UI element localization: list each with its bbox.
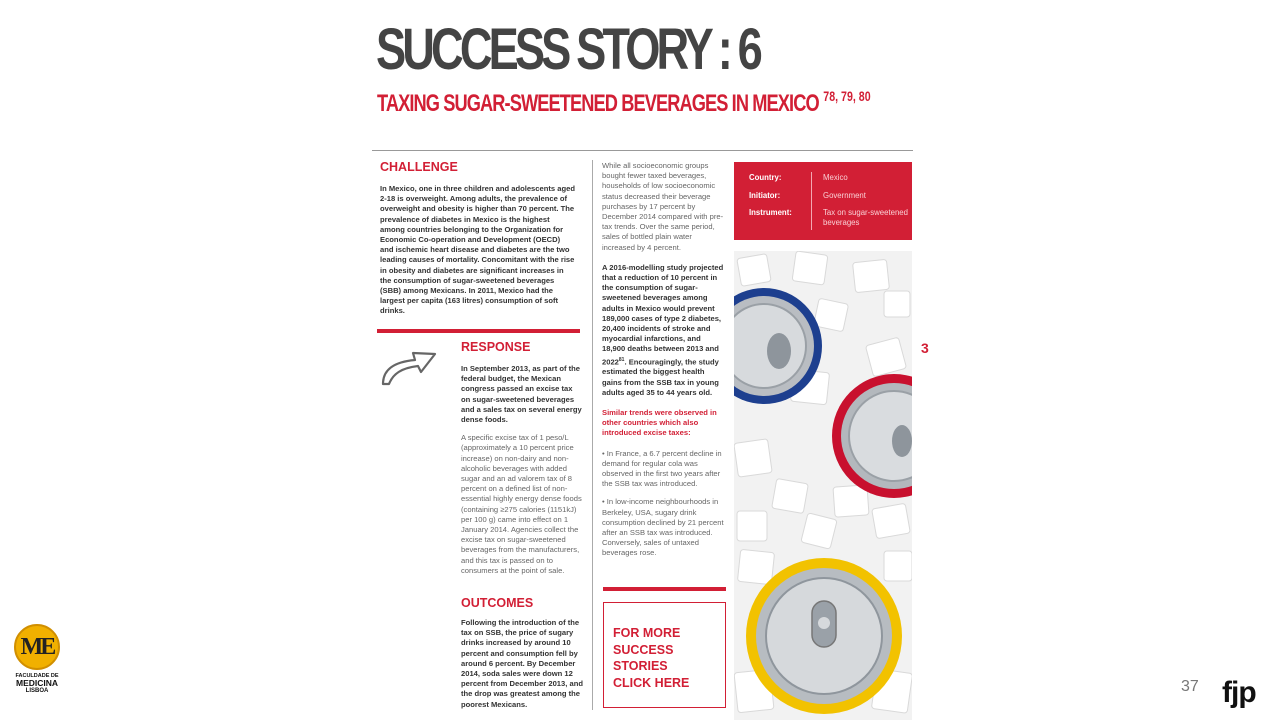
similar-trends-heading: Similar trends were observed in other countries which also introduced excise taxes: — [602, 408, 717, 438]
page-subtitle — [377, 88, 871, 118]
subtitle-references: 78, 79, 80 — [823, 88, 871, 104]
country-value: Mexico — [823, 173, 848, 182]
response-detail: A specific excise tax of 1 peso/L (approximately a 10 percent price increase) on non-dairy and non-alcoholic beverages with added sugar and an ad valorem tax of 8 percent on a defined list of non-essential highly energy dense foods (containing ≥275 calories (1151kJ) per 100 g) came into effect on 1 January 2014. Agencies collect the excise tax on sugar-sweetened beverages from the manufacturers, and this tax is passed on to consumers at the point of sale. — [461, 433, 582, 575]
logo-line-3: LISBOA — [25, 688, 49, 694]
modelling-study-ref: 81 — [618, 356, 625, 363]
faculdade-medicina-logo — [10, 624, 64, 700]
country-label: Country: — [749, 173, 782, 182]
initiator-value: Government — [823, 191, 866, 200]
bullet-france: • In France, a 6.7 percent decline in demand for regular cola was observed in the first two years after the SSB tax was introduced. — [602, 448, 722, 489]
instrument-value: Tax on sugar-sweetened beverages — [823, 208, 908, 227]
more-stories-box[interactable] — [603, 602, 726, 708]
modelling-study-text: A 2016-modelling study projected that a reduction of 10 percent in the consumption of sugar-sweetened beverages among adults in Mexico would prevent 189,000 cases of type 2 diabetes, 20,400 incidents of stroke and myocardial infarctions, and 18,900 deaths between 2013 and 2022 — [602, 262, 724, 367]
page-title: SUCCESS STORY : 6 — [376, 17, 759, 82]
subtitle-text: TAXING SUGAR-SWEETENED BEVERAGES IN MEXICO — [377, 90, 819, 117]
bullet-berkeley: • In low-income neighbourhoods in Berkeley, USA, sugary drink consumption declined by 21 percent after an SSB tax was introduced. Conversely, sales of untaxed beverages rose. — [602, 497, 724, 558]
challenge-text: In Mexico, one in three children and adolescents aged 2-18 is overweight. Among adults, the prevalence of overweight and obesity is higher than 70 percent. The prevalence of diabetes in Mexico is the highest among countries belonging to the Organization for Economic Co-operation and Development (OECD) and ischemic heart disease and diabetes are the two leading causes of mortality. Concomitant with the rise in obesity and diabetes are significant increases in the consumption of sugar-sweetened beverages (SBB) among Mexicans. In 2011, Mexico had the largest per capita (163 litres) consumption of soft drinks. — [380, 184, 575, 316]
logo-line-2: MEDICINA — [15, 678, 59, 688]
instrument-label: Instrument: — [749, 208, 792, 217]
more-stories-line-3[interactable]: STORIES — [613, 659, 668, 673]
response-heading: RESPONSE — [461, 340, 531, 354]
more-stories-line-1[interactable]: FOR MORE — [613, 626, 681, 640]
response-intro: In September 2013, as part of the federal budget, the Mexican congress passed an excise tax on sugar-sweetened beverages and a sales tax on several energy dense foods. — [461, 364, 582, 425]
results-column — [602, 161, 726, 567]
results-paragraph-1: While all socioeconomic groups bought fewer taxed beverages, households of low socioeconomic status decreased their beverage purchases by 17 percent by December 2014 compared with pre-tax trends. Over the same period, sales of bottled plain water increased by 4 percent. — [602, 161, 724, 252]
outcomes-section — [461, 596, 587, 710]
side-page-number: 3 — [921, 340, 929, 356]
initiator-label: Initiator: — [749, 191, 781, 200]
fjp-brand-logo: fjp — [1222, 676, 1256, 709]
more-stories-line-2[interactable]: SUCCESS — [613, 642, 674, 657]
curved-arrow-icon — [379, 346, 439, 388]
click-here-link[interactable]: CLICK HERE — [613, 675, 690, 690]
soda-cans-photo — [734, 251, 912, 720]
results-divider — [603, 587, 726, 591]
challenge-heading: CHALLENGE — [380, 160, 458, 174]
modelling-study-end: . Encouragingly, the study estimated the biggest health gains from the SSB tax in young adults aged 35 to 44 years old. — [602, 357, 719, 397]
results-paragraph-2 — [602, 263, 726, 398]
challenge-divider — [377, 329, 580, 333]
logo-line-1: FACULDADE DE — [15, 673, 59, 679]
medicina-emblem-icon: ME — [14, 624, 60, 670]
header-divider — [372, 150, 913, 151]
info-box — [734, 162, 912, 240]
slide-number: 37 — [1181, 678, 1199, 695]
outcomes-text: Following the introduction of the tax on SSB, the price of sugary drinks increased by around 10 percent and consumption fell by around 6 percent. By December 2014, soda sales were down 12 percent from December 2013, and the drop was greatest among the poorest Mexicans. — [461, 618, 583, 709]
column-divider — [592, 160, 593, 710]
response-section — [461, 340, 583, 576]
outcomes-heading: OUTCOMES — [461, 596, 534, 610]
challenge-section — [380, 160, 575, 317]
